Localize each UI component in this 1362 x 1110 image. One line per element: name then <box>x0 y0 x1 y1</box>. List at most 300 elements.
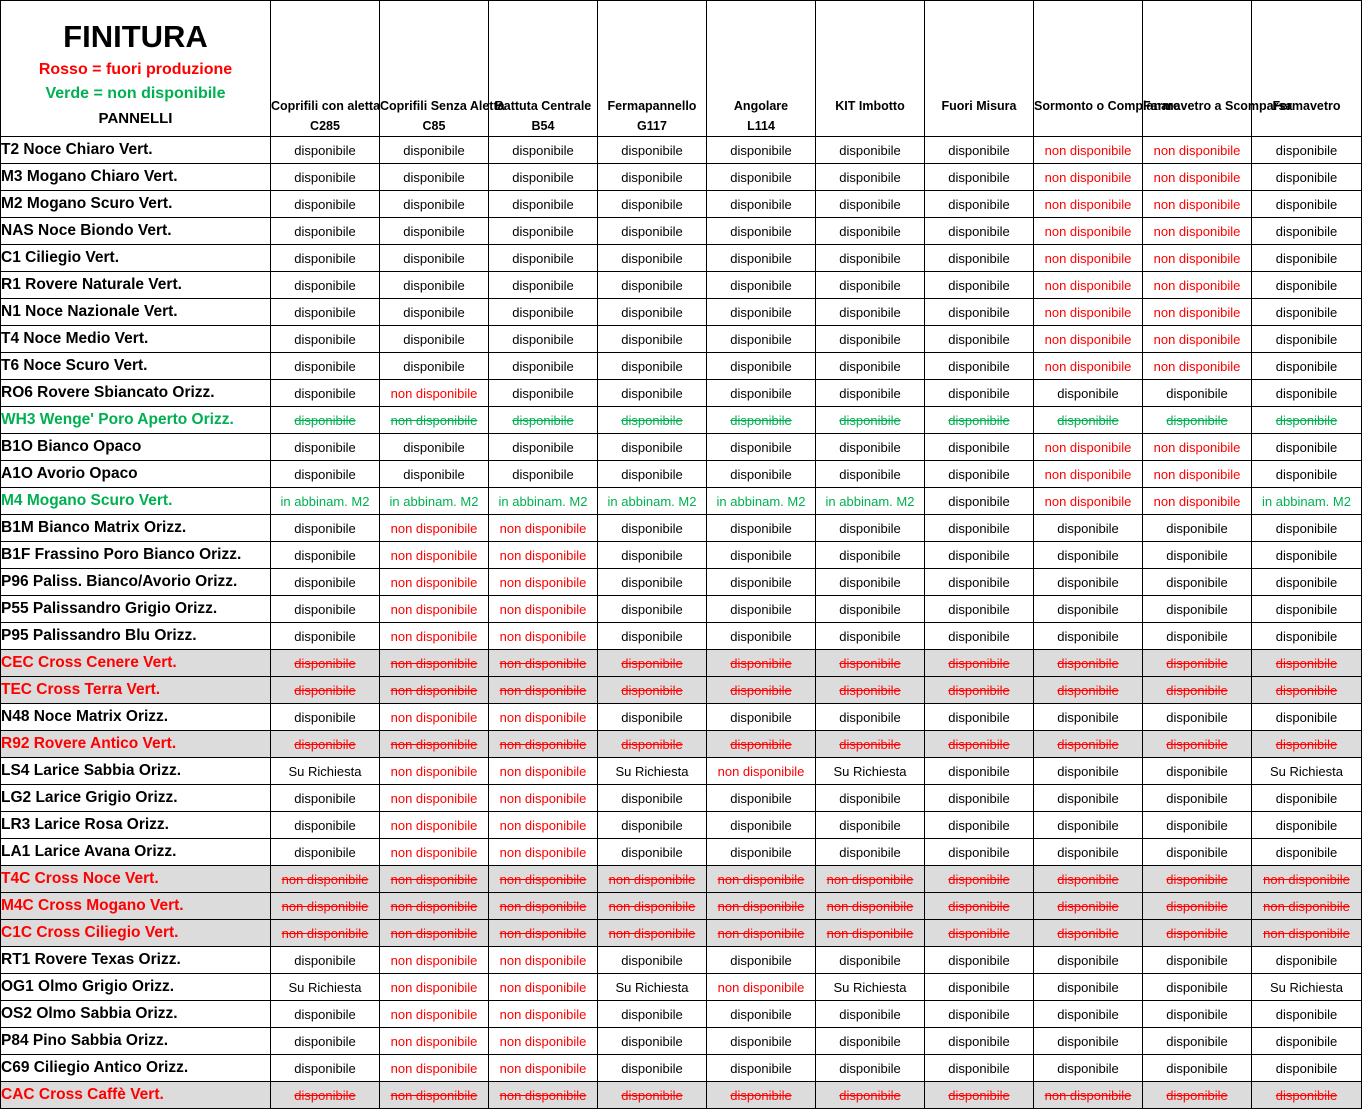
availability-cell: disponibile <box>816 137 925 164</box>
table-row <box>1 407 1362 434</box>
availability-cell: disponibile <box>598 272 707 299</box>
column-header <box>380 1 505 137</box>
availability-cell: disponibile <box>1252 353 1362 380</box>
availability-cell: disponibile <box>707 704 816 731</box>
column-name: Battuta Centrale <box>494 99 592 113</box>
table-row <box>1 164 1362 191</box>
availability-cell: disponibile <box>707 1001 816 1028</box>
availability-cell: non disponibile <box>1252 920 1362 947</box>
availability-cell: non disponibile <box>598 893 707 920</box>
availability-cell: disponibile <box>271 137 380 164</box>
table-row <box>1 569 1362 596</box>
availability-cell: disponibile <box>925 218 1034 245</box>
availability-cell: disponibile <box>925 1082 1034 1109</box>
availability-cell: disponibile <box>925 299 1034 326</box>
availability-cell: disponibile <box>1034 380 1143 407</box>
availability-cell: disponibile <box>925 866 1034 893</box>
availability-cell: disponibile <box>271 704 380 731</box>
availability-cell: non disponibile <box>707 758 816 785</box>
availability-cell: disponibile <box>271 434 380 461</box>
availability-cell: non disponibile <box>489 1028 598 1055</box>
availability-cell: disponibile <box>1143 407 1252 434</box>
availability-cell: disponibile <box>1252 650 1362 677</box>
availability-cell: disponibile <box>707 1082 816 1109</box>
availability-cell: non disponibile <box>380 1028 489 1055</box>
availability-cell: disponibile <box>707 785 816 812</box>
table-row <box>1 758 1362 785</box>
column-name: Coprifili con aletta <box>271 99 381 113</box>
availability-cell: non disponibile <box>1143 137 1252 164</box>
panel-label: T4 Noce Medio Vert. <box>1 326 271 353</box>
availability-cell: disponibile <box>489 407 598 434</box>
corner-cell <box>1 1 271 137</box>
availability-cell: disponibile <box>925 434 1034 461</box>
column-name: KIT Imbotto <box>835 99 905 113</box>
availability-cell: non disponibile <box>380 1082 489 1109</box>
availability-cell: disponibile <box>1143 785 1252 812</box>
availability-cell: disponibile <box>707 137 816 164</box>
availability-cell: disponibile <box>271 731 380 758</box>
availability-cell: disponibile <box>1034 947 1143 974</box>
availability-cell: non disponibile <box>380 731 489 758</box>
availability-cell: disponibile <box>1143 623 1252 650</box>
availability-cell: disponibile <box>816 731 925 758</box>
availability-cell: disponibile <box>925 758 1034 785</box>
availability-cell: disponibile <box>1143 812 1252 839</box>
availability-cell: disponibile <box>1034 542 1143 569</box>
availability-cell: non disponibile <box>1034 137 1143 164</box>
availability-cell: disponibile <box>925 893 1034 920</box>
availability-cell: disponibile <box>1034 515 1143 542</box>
availability-cell: disponibile <box>925 488 1034 515</box>
availability-cell: disponibile <box>1252 272 1362 299</box>
legend-red: Rosso = fuori produzione <box>38 61 233 78</box>
availability-cell: non disponibile <box>1034 299 1143 326</box>
availability-cell: disponibile <box>1143 920 1252 947</box>
availability-cell: non disponibile <box>380 515 489 542</box>
availability-cell: disponibile <box>271 569 380 596</box>
table-row <box>1 974 1362 1001</box>
availability-cell: disponibile <box>598 1028 707 1055</box>
availability-cell: disponibile <box>271 407 380 434</box>
availability-cell: disponibile <box>816 164 925 191</box>
availability-cell: disponibile <box>489 218 598 245</box>
availability-cell: disponibile <box>707 623 816 650</box>
availability-cell: non disponibile <box>1034 434 1143 461</box>
availability-cell: disponibile <box>925 164 1034 191</box>
panel-label: LR3 Larice Rosa Orizz. <box>1 812 271 839</box>
availability-cell: disponibile <box>598 569 707 596</box>
column-code <box>1034 116 1142 136</box>
panel-label: B1O Bianco Opaco <box>1 434 271 461</box>
availability-cell: disponibile <box>707 353 816 380</box>
availability-cell: disponibile <box>925 1001 1034 1028</box>
availability-cell: disponibile <box>1143 704 1252 731</box>
availability-cell: non disponibile <box>1143 434 1252 461</box>
availability-cell: disponibile <box>816 785 925 812</box>
availability-cell: disponibile <box>1252 407 1362 434</box>
availability-cell: disponibile <box>1252 677 1362 704</box>
availability-cell: disponibile <box>271 1028 380 1055</box>
availability-cell: disponibile <box>816 434 925 461</box>
availability-cell: non disponibile <box>489 785 598 812</box>
availability-cell: disponibile <box>1143 1001 1252 1028</box>
availability-cell: non disponibile <box>380 650 489 677</box>
panel-label: A1O Avorio Opaco <box>1 461 271 488</box>
availability-cell: non disponibile <box>489 677 598 704</box>
availability-cell: disponibile <box>1143 974 1252 1001</box>
availability-cell: disponibile <box>271 785 380 812</box>
availability-cell: disponibile <box>707 1028 816 1055</box>
availability-cell: disponibile <box>1143 380 1252 407</box>
availability-cell: disponibile <box>707 677 816 704</box>
table-row <box>1 947 1362 974</box>
availability-cell: disponibile <box>271 461 380 488</box>
availability-cell: disponibile <box>1034 1028 1143 1055</box>
availability-cell: disponibile <box>1034 839 1143 866</box>
availability-cell: in abbinam. M2 <box>1252 488 1362 515</box>
availability-cell: non disponibile <box>489 515 598 542</box>
table-row <box>1 461 1362 488</box>
availability-cell: disponibile <box>598 407 707 434</box>
availability-cell: disponibile <box>598 380 707 407</box>
availability-cell: disponibile <box>925 812 1034 839</box>
availability-cell: Su Richiesta <box>598 974 707 1001</box>
table-row <box>1 812 1362 839</box>
availability-cell: disponibile <box>1252 623 1362 650</box>
availability-cell: disponibile <box>1252 569 1362 596</box>
availability-cell: disponibile <box>707 515 816 542</box>
availability-cell: disponibile <box>925 1028 1034 1055</box>
panel-label: C1C Cross Ciliegio Vert. <box>1 920 271 947</box>
availability-cell: non disponibile <box>707 920 816 947</box>
availability-cell: non disponibile <box>1034 272 1143 299</box>
availability-cell: disponibile <box>707 731 816 758</box>
availability-cell: disponibile <box>1252 812 1362 839</box>
column-code: B54 <box>531 119 555 133</box>
table-row <box>1 191 1362 218</box>
availability-cell: disponibile <box>1143 650 1252 677</box>
availability-cell: disponibile <box>925 839 1034 866</box>
availability-cell: disponibile <box>816 704 925 731</box>
availability-cell: disponibile <box>598 326 707 353</box>
panel-label: WH3 Wenge' Poro Aperto Orizz. <box>1 407 271 434</box>
availability-cell: disponibile <box>598 947 707 974</box>
availability-cell: in abbinam. M2 <box>489 488 598 515</box>
availability-cell: disponibile <box>925 731 1034 758</box>
column-code <box>816 116 924 136</box>
availability-cell: disponibile <box>816 947 925 974</box>
availability-cell: non disponibile <box>489 704 598 731</box>
column-code: L114 <box>747 119 775 133</box>
table-row <box>1 245 1362 272</box>
availability-cell: disponibile <box>1034 731 1143 758</box>
column-header <box>1034 1 1180 137</box>
availability-cell: non disponibile <box>816 866 925 893</box>
availability-cell: non disponibile <box>380 569 489 596</box>
availability-cell: non disponibile <box>1034 191 1143 218</box>
availability-cell: disponibile <box>598 839 707 866</box>
availability-cell: in abbinam. M2 <box>598 488 707 515</box>
availability-cell: disponibile <box>271 191 380 218</box>
availability-cell: disponibile <box>489 434 598 461</box>
availability-cell: disponibile <box>925 326 1034 353</box>
availability-cell: disponibile <box>707 461 816 488</box>
availability-cell: disponibile <box>271 272 380 299</box>
panel-label: B1M Bianco Matrix Orizz. <box>1 515 271 542</box>
availability-cell: disponibile <box>1143 866 1252 893</box>
availability-cell: non disponibile <box>380 407 489 434</box>
availability-cell: non disponibile <box>816 920 925 947</box>
availability-cell: disponibile <box>1252 137 1362 164</box>
column-name: Fuori Misura <box>941 99 1017 113</box>
table-row <box>1 1082 1362 1109</box>
availability-cell: disponibile <box>1034 596 1143 623</box>
availability-cell: disponibile <box>598 596 707 623</box>
availability-cell: disponibile <box>925 461 1034 488</box>
availability-cell: disponibile <box>925 1055 1034 1082</box>
availability-cell: disponibile <box>1143 1028 1252 1055</box>
panel-label: M2 Mogano Scuro Vert. <box>1 191 271 218</box>
availability-cell: disponibile <box>380 299 489 326</box>
panel-label: T2 Noce Chiaro Vert. <box>1 137 271 164</box>
availability-cell: disponibile <box>1034 812 1143 839</box>
panel-label: OG1 Olmo Grigio Orizz. <box>1 974 271 1001</box>
table-row <box>1 353 1362 380</box>
availability-cell: disponibile <box>271 650 380 677</box>
availability-cell: non disponibile <box>380 677 489 704</box>
availability-cell: disponibile <box>816 677 925 704</box>
availability-cell: disponibile <box>598 542 707 569</box>
availability-cell: non disponibile <box>1034 164 1143 191</box>
availability-cell: disponibile <box>1034 974 1143 1001</box>
column-name: Fermapannello <box>607 99 697 113</box>
availability-cell: Su Richiesta <box>271 974 380 1001</box>
availability-cell: disponibile <box>816 1055 925 1082</box>
availability-cell: disponibile <box>925 947 1034 974</box>
table-row <box>1 488 1362 515</box>
availability-cell: disponibile <box>1252 1055 1362 1082</box>
availability-cell: disponibile <box>1252 191 1362 218</box>
availability-cell: disponibile <box>598 191 707 218</box>
availability-cell: disponibile <box>707 542 816 569</box>
availability-cell: disponibile <box>925 920 1034 947</box>
panel-label: R1 Rovere Naturale Vert. <box>1 272 271 299</box>
panel-label: P96 Paliss. Bianco/Avorio Orizz. <box>1 569 271 596</box>
availability-cell: disponibile <box>816 299 925 326</box>
panel-label: T6 Noce Scuro Vert. <box>1 353 271 380</box>
availability-cell: disponibile <box>707 191 816 218</box>
availability-cell: disponibile <box>271 218 380 245</box>
table-row <box>1 542 1362 569</box>
availability-cell: non disponibile <box>380 623 489 650</box>
panel-label: M4 Mogano Scuro Vert. <box>1 488 271 515</box>
availability-cell: disponibile <box>489 272 598 299</box>
column-name: Farmavetro a Scomparsa <box>1143 99 1293 113</box>
availability-cell: disponibile <box>925 272 1034 299</box>
availability-cell: disponibile <box>707 299 816 326</box>
availability-cell: disponibile <box>380 434 489 461</box>
availability-cell: disponibile <box>707 650 816 677</box>
availability-cell: disponibile <box>598 137 707 164</box>
availability-cell: non disponibile <box>271 893 380 920</box>
availability-cell: disponibile <box>1252 731 1362 758</box>
availability-cell: non disponibile <box>380 812 489 839</box>
availability-cell: disponibile <box>598 650 707 677</box>
availability-cell: non disponibile <box>489 542 598 569</box>
table-row <box>1 380 1362 407</box>
availability-cell: Su Richiesta <box>816 974 925 1001</box>
availability-cell: non disponibile <box>380 704 489 731</box>
column-header <box>271 1 380 137</box>
availability-cell: in abbinam. M2 <box>271 488 380 515</box>
availability-cell: disponibile <box>271 515 380 542</box>
availability-cell: disponibile <box>1034 1055 1143 1082</box>
availability-cell: non disponibile <box>380 542 489 569</box>
availability-cell: disponibile <box>271 542 380 569</box>
availability-cell: disponibile <box>816 542 925 569</box>
availability-cell: disponibile <box>816 218 925 245</box>
availability-cell: disponibile <box>816 407 925 434</box>
availability-cell: non disponibile <box>1143 488 1252 515</box>
panel-label: R92 Rovere Antico Vert. <box>1 731 271 758</box>
availability-cell: disponibile <box>925 245 1034 272</box>
column-code: G117 <box>637 119 667 133</box>
availability-cell: disponibile <box>489 245 598 272</box>
availability-cell: disponibile <box>816 1028 925 1055</box>
panel-label: C1 Ciliegio Vert. <box>1 245 271 272</box>
availability-cell: disponibile <box>1252 164 1362 191</box>
availability-cell: disponibile <box>1034 407 1143 434</box>
availability-cell: disponibile <box>925 623 1034 650</box>
availability-cell: non disponibile <box>1143 245 1252 272</box>
column-code <box>1143 116 1251 136</box>
availability-cell: disponibile <box>598 677 707 704</box>
panel-label: P55 Palissandro Grigio Orizz. <box>1 596 271 623</box>
availability-cell: non disponibile <box>1034 488 1143 515</box>
availability-cell: disponibile <box>707 434 816 461</box>
table-row <box>1 893 1362 920</box>
availability-cell: disponibile <box>271 1055 380 1082</box>
availability-cell: non disponibile <box>271 866 380 893</box>
availability-cell: disponibile <box>489 461 598 488</box>
table-row <box>1 326 1362 353</box>
availability-cell: Su Richiesta <box>271 758 380 785</box>
panel-label: OS2 Olmo Sabbia Orizz. <box>1 1001 271 1028</box>
availability-cell: disponibile <box>380 353 489 380</box>
table-row <box>1 920 1362 947</box>
availability-cell: disponibile <box>380 191 489 218</box>
panel-label: N48 Noce Matrix Orizz. <box>1 704 271 731</box>
availability-cell: non disponibile <box>1034 245 1143 272</box>
availability-cell: disponibile <box>707 1055 816 1082</box>
availability-cell: in abbinam. M2 <box>816 488 925 515</box>
availability-cell: disponibile <box>598 1082 707 1109</box>
column-name: Angolare <box>733 99 789 113</box>
availability-cell: non disponibile <box>1143 191 1252 218</box>
panel-label: N1 Noce Nazionale Vert. <box>1 299 271 326</box>
panel-label: LA1 Larice Avana Orizz. <box>1 839 271 866</box>
column-name: Fermavetro <box>1272 99 1341 113</box>
availability-cell: disponibile <box>925 542 1034 569</box>
availability-cell: disponibile <box>271 164 380 191</box>
availability-cell: non disponibile <box>1143 299 1252 326</box>
availability-cell: non disponibile <box>380 947 489 974</box>
availability-cell: non disponibile <box>380 893 489 920</box>
availability-cell: disponibile <box>489 137 598 164</box>
availability-cell: Su Richiesta <box>1252 974 1362 1001</box>
availability-cell: disponibile <box>1034 1001 1143 1028</box>
availability-cell: disponibile <box>598 1001 707 1028</box>
availability-cell: disponibile <box>707 326 816 353</box>
availability-cell: in abbinam. M2 <box>380 488 489 515</box>
panel-label: CEC Cross Cenere Vert. <box>1 650 271 677</box>
availability-cell: non disponibile <box>707 893 816 920</box>
availability-cell: disponibile <box>271 596 380 623</box>
availability-cell: disponibile <box>816 380 925 407</box>
availability-cell: disponibile <box>1143 947 1252 974</box>
availability-cell: non disponibile <box>380 758 489 785</box>
availability-cell: non disponibile <box>380 380 489 407</box>
availability-cell: disponibile <box>1252 245 1362 272</box>
availability-cell: disponibile <box>1252 434 1362 461</box>
table-row <box>1 677 1362 704</box>
availability-cell: non disponibile <box>1252 893 1362 920</box>
availability-cell: Su Richiesta <box>598 758 707 785</box>
availability-cell: disponibile <box>816 569 925 596</box>
availability-cell: non disponibile <box>489 1082 598 1109</box>
availability-cell: non disponibile <box>598 866 707 893</box>
availability-cell: disponibile <box>707 218 816 245</box>
panel-label: NAS Noce Biondo Vert. <box>1 218 271 245</box>
availability-cell: disponibile <box>598 299 707 326</box>
availability-cell: non disponibile <box>1143 218 1252 245</box>
availability-cell: non disponibile <box>489 974 598 1001</box>
column-header <box>1252 1 1362 137</box>
availability-cell: disponibile <box>271 839 380 866</box>
availability-cell: disponibile <box>1143 542 1252 569</box>
availability-cell: non disponibile <box>489 812 598 839</box>
availability-cell: non disponibile <box>380 920 489 947</box>
table-row <box>1 434 1362 461</box>
availability-cell: non disponibile <box>707 974 816 1001</box>
availability-cell: disponibile <box>1252 839 1362 866</box>
page-title: FINITURA <box>63 19 208 54</box>
availability-cell: non disponibile <box>1252 866 1362 893</box>
availability-cell: disponibile <box>816 272 925 299</box>
availability-cell: disponibile <box>1143 758 1252 785</box>
availability-cell: disponibile <box>1252 461 1362 488</box>
availability-cell: disponibile <box>489 299 598 326</box>
availability-cell: disponibile <box>1252 1028 1362 1055</box>
availability-cell: disponibile <box>1143 839 1252 866</box>
availability-cell: disponibile <box>489 191 598 218</box>
legend-green: Verde = non disponibile <box>45 85 226 102</box>
table-row <box>1 1055 1362 1082</box>
availability-cell: non disponibile <box>1143 164 1252 191</box>
table-row <box>1 731 1362 758</box>
availability-cell: disponibile <box>489 380 598 407</box>
rows-label: PANNELLI <box>98 110 173 127</box>
availability-cell: disponibile <box>925 515 1034 542</box>
availability-cell: disponibile <box>925 677 1034 704</box>
availability-cell: disponibile <box>816 326 925 353</box>
availability-cell: disponibile <box>598 353 707 380</box>
availability-cell: disponibile <box>598 461 707 488</box>
table-row <box>1 704 1362 731</box>
availability-cell: disponibile <box>489 326 598 353</box>
availability-cell: disponibile <box>816 245 925 272</box>
